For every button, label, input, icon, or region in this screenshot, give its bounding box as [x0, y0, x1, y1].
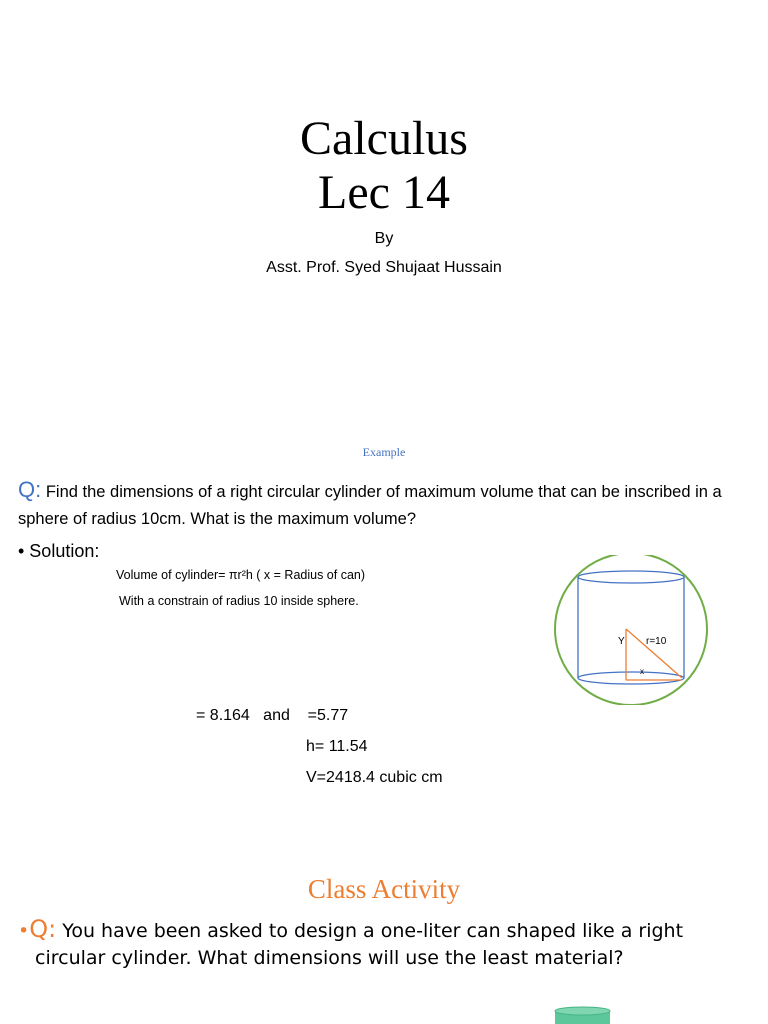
example-title: Example — [362, 445, 406, 459]
by-label: By — [374, 230, 394, 247]
volume-formula: Volume of cylinder= πr²h ( x = Radius of can) — [116, 568, 366, 582]
volume-result: V=2418.4 cubic cm — [306, 769, 443, 786]
constraint-text: With a constrain of radius 10 inside sphere. — [119, 594, 359, 608]
class-activity-title: Class Activity — [307, 874, 461, 904]
example-question — [18, 476, 753, 533]
cylinder-top-ellipse — [578, 571, 684, 583]
can-icon — [553, 1006, 613, 1024]
activity-question-line2: circular cylinder. What dimensions will use the least material? — [35, 947, 624, 969]
cylinder-bottom-ellipse — [578, 672, 684, 684]
author-name: Asst. Prof. Syed Shujaat Hussain — [266, 259, 502, 276]
label-y: Y — [618, 636, 625, 647]
solution-label: • Solution: — [18, 541, 100, 561]
lecture-title: Calculus — [300, 112, 468, 165]
activity-question-label: Q: — [29, 915, 57, 943]
result-values: = 8.164 and =5.77 — [196, 707, 349, 724]
bullet-point: • — [18, 920, 30, 942]
label-r: r=10 — [646, 636, 667, 647]
height-result: h= 11.54 — [306, 738, 368, 755]
label-x: x — [640, 667, 644, 676]
question-label: Q: — [18, 477, 42, 502]
activity-question — [18, 916, 718, 972]
lecture-number: Lec 14 — [318, 166, 450, 219]
question-text: Find the dimensions of a right circular cylinder of maximum volume that can be inscribed in a sphere of radius 10cm. What is the maximum volume? — [18, 483, 722, 528]
activity-question-line1: You have been asked to design a one-liter can shaped like a right — [62, 920, 684, 942]
sphere-cylinder-diagram — [552, 555, 712, 705]
can-top — [555, 1007, 610, 1015]
